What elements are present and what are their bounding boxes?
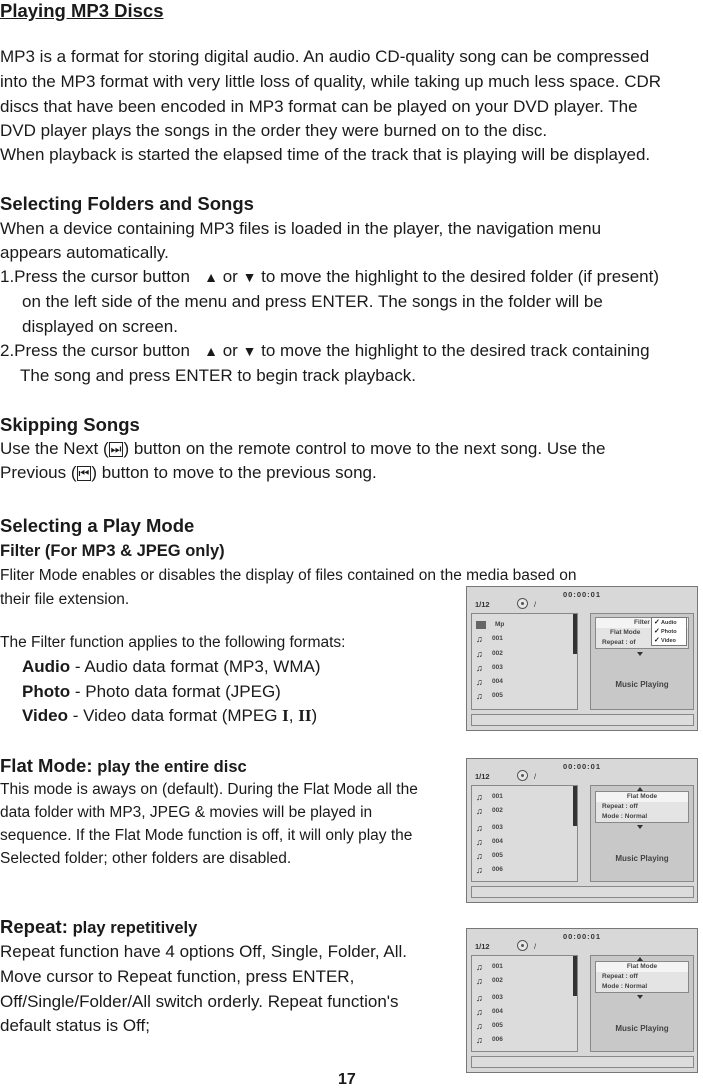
flat-line-1: This mode is aways on (default). During the Flat Mode all the [0, 781, 418, 798]
folders-step-1-cont-1: on the left side of the menu and press ENTER. The songs in the folder will be [22, 292, 603, 311]
list-item[interactable]: ♫ 004 [476, 1006, 503, 1017]
music-note-icon: ♫ [476, 805, 483, 816]
music-note-icon: ♫ [476, 992, 483, 1003]
status-label: Music Playing [615, 680, 669, 689]
filter-options [651, 617, 687, 646]
settings-menu [595, 961, 689, 993]
up-arrow-icon: ▲ [204, 343, 218, 359]
info-bar [471, 886, 694, 898]
audio-text: - Audio data format (MP3, WMA) [70, 657, 321, 676]
scrollbar[interactable] [573, 786, 577, 826]
music-note-icon: ♫ [476, 648, 483, 659]
music-note-icon: ♫ [476, 850, 483, 861]
chevron-down-icon[interactable] [637, 825, 643, 829]
photo-label: Photo [22, 682, 71, 701]
video-text: - Video data format (MPEG [67, 706, 283, 725]
skip-line-2 [0, 462, 377, 484]
list-item[interactable]: ♫ 003 [476, 662, 503, 673]
scrollbar[interactable] [573, 614, 577, 654]
settings-panel [590, 955, 694, 1052]
list-item[interactable]: ♫ 003 [476, 822, 503, 833]
option-photo[interactable]: ✓Photo [654, 628, 677, 635]
repeat-line-1: Repeat function have 4 options Off, Single, Folder, All. [0, 942, 407, 961]
repeat-screen [466, 928, 698, 1073]
checkmark-icon: ✓ [654, 628, 660, 635]
menu-item-repeat[interactable]: Repeat : off [602, 973, 638, 980]
music-note-icon: ♫ [476, 975, 483, 986]
option-video[interactable]: ✓Video [654, 637, 676, 644]
menu-item-mode[interactable]: Mode : Normal [602, 813, 648, 820]
menu-item-flat-mode[interactable]: Flat Mode [610, 629, 641, 636]
skip-line-2-a: Previous ( [0, 463, 77, 482]
step1-text-b: to move the highlight to the desired folder (if present) [261, 267, 659, 286]
list-item[interactable]: ♫ 006 [476, 1034, 503, 1045]
list-item[interactable]: ♫ 001 [476, 791, 503, 802]
step2-text-b: to move the highlight to the desired track containing [261, 341, 650, 360]
intro-line-1: MP3 is a format for storing digital audio. An audio CD-quality song can be compressed [0, 47, 650, 66]
up-arrow-icon: ▲ [204, 269, 218, 285]
repeat-heading: Repeat: [0, 916, 68, 937]
elapsed-time: 00:00:01 [562, 762, 602, 771]
menu-item-mode[interactable]: Mode : Normal [602, 983, 648, 990]
file-list [471, 613, 578, 710]
list-item[interactable]: Mp [476, 618, 504, 631]
intro-line-2: into the MP3 format with very little loss of quality, while taking up much less space. CDR [0, 72, 662, 91]
filter-heading: Filter (For MP3 & JPEG only) [0, 542, 225, 560]
checkmark-icon: ✓ [654, 637, 660, 644]
music-note-icon: ♫ [476, 836, 483, 847]
info-bar [471, 714, 694, 726]
video-sep: , [288, 706, 294, 725]
roman-two: II [298, 706, 312, 725]
track-counter: 1/12 [475, 942, 490, 951]
step2-or: or [222, 341, 238, 360]
repeat-subheading: play repetitively [72, 919, 198, 937]
list-item[interactable]: ♫ 004 [476, 836, 503, 847]
folders-step-2 [0, 340, 650, 362]
track-counter: 1/12 [475, 600, 490, 609]
folders-heading: Selecting Folders and Songs [0, 193, 254, 214]
skip-line-1-b: ) button on the remote control to move to the next song. Use the [123, 439, 606, 458]
roman-one: I [282, 706, 289, 725]
settings-panel [590, 785, 694, 882]
music-note-icon: ♫ [476, 791, 483, 802]
skip-line-2-b: ) button to move to the previous song. [91, 463, 377, 482]
folders-step-1 [0, 266, 659, 288]
repeat-heading-row [0, 916, 197, 939]
music-note-icon: ♫ [476, 690, 483, 701]
down-arrow-icon: ▼ [242, 343, 257, 359]
flat-heading: Flat Mode: [0, 755, 93, 776]
disc-icon [517, 940, 528, 951]
filter-photo [22, 681, 281, 703]
repeat-line-3: Off/Single/Folder/All switch orderly. Repeat function's [0, 992, 399, 1011]
music-note-icon: ♫ [476, 961, 483, 972]
folders-step-1-cont-2: displayed on screen. [22, 317, 178, 336]
intro-line-3: discs that have been encoded in MP3 format can be played on your DVD player. The [0, 97, 638, 116]
path-separator: / [534, 772, 537, 781]
info-bar [471, 1056, 694, 1068]
menu-item-repeat[interactable]: Repeat : off [602, 803, 638, 810]
down-arrow-icon: ▼ [242, 269, 257, 285]
filter-screen [466, 586, 698, 731]
video-end: ) [311, 706, 318, 725]
flat-heading-row [0, 755, 247, 778]
elapsed-time: 00:00:01 [562, 590, 602, 599]
folder-icon [476, 621, 486, 629]
music-note-icon: ♫ [476, 1006, 483, 1017]
list-item[interactable]: ♫ 002 [476, 648, 503, 659]
step2-text-a: 2.Press the cursor button [0, 341, 190, 360]
list-item[interactable]: ♫ 003 [476, 992, 503, 1003]
music-note-icon: ♫ [476, 1020, 483, 1031]
filter-line-2: their file extension. [0, 591, 130, 608]
filter-audio [22, 656, 321, 678]
repeat-line-4: default status is Off; [0, 1016, 150, 1035]
folders-step-2-cont: The song and press ENTER to begin track playback. [20, 366, 416, 385]
skip-line-1 [0, 438, 605, 460]
page-title: Playing MP3 Discs [0, 0, 164, 21]
chevron-down-icon[interactable] [637, 995, 643, 999]
photo-text: - Photo data format (JPEG) [70, 682, 281, 701]
disc-icon [517, 770, 528, 781]
folders-para-2: appears automatically. [0, 243, 169, 262]
status-label: Music Playing [615, 854, 669, 863]
step1-text-a: 1.Press the cursor button [0, 267, 190, 286]
skip-line-1-a: Use the Next ( [0, 439, 109, 458]
menu-item-filter[interactable]: Filter [596, 618, 688, 628]
skip-heading: Skipping Songs [0, 414, 140, 435]
repeat-line-2: Move cursor to Repeat function, press ENTER, [0, 967, 355, 986]
next-track-icon: ⏭ [110, 442, 122, 456]
music-note-icon: ♫ [476, 662, 483, 673]
music-note-icon: ♫ [476, 676, 483, 687]
path-separator: / [534, 600, 537, 609]
list-item[interactable]: ♫ 001 [476, 633, 503, 644]
elapsed-time: 00:00:01 [562, 932, 602, 941]
list-item[interactable]: ♫ 001 [476, 961, 503, 972]
list-item[interactable]: ♫ 005 [476, 1020, 503, 1031]
intro-line-5: When playback is started the elapsed time of the track that is playing will be displayed. [0, 145, 651, 164]
list-item[interactable]: ♫ 002 [476, 805, 503, 816]
flat-line-2: data folder with MP3, JPEG & movies will be played in [0, 804, 373, 821]
intro-line-4: DVD player plays the songs in the order they were burned on to the disc. [0, 121, 548, 140]
chevron-down-icon[interactable] [637, 652, 643, 656]
flat-line-4: Selected folder; other folders are disabled. [0, 850, 292, 867]
disc-icon [517, 598, 528, 609]
menu-item-repeat[interactable]: Repeat : of [602, 639, 636, 646]
music-note-icon: ♫ [476, 1034, 483, 1045]
step1-or: or [222, 267, 238, 286]
file-list [471, 955, 578, 1052]
list-item[interactable]: ♫ 002 [476, 975, 503, 986]
menu-item-flat-mode[interactable]: Flat Mode [596, 792, 688, 802]
settings-menu [595, 791, 689, 823]
path-separator: / [534, 942, 537, 951]
list-item[interactable]: ♫ 005 [476, 850, 503, 861]
checkmark-icon: ✓ [654, 619, 660, 626]
video-label: Video [22, 706, 68, 725]
flat-mode-screen [466, 758, 698, 903]
file-list [471, 785, 578, 882]
music-note-icon: ♫ [476, 864, 483, 875]
music-note-icon: ♫ [476, 633, 483, 644]
flat-line-3: sequence. If the Flat Mode function is off, it will only play the [0, 827, 413, 844]
track-counter: 1/12 [475, 772, 490, 781]
playmode-heading: Selecting a Play Mode [0, 515, 195, 536]
list-item[interactable]: ♫ 005 [476, 690, 503, 701]
audio-label: Audio [22, 657, 71, 676]
menu-item-flat-mode[interactable]: Flat Mode [596, 962, 688, 972]
flat-subheading: play the entire disc [97, 758, 247, 776]
filter-line-1: Fliter Mode enables or disables the display of files contained on the media based on [0, 567, 577, 584]
folders-para-1: When a device containing MP3 files is loaded in the player, the navigation menu [0, 219, 602, 238]
previous-track-icon: ⏮ [78, 466, 90, 480]
filter-line-3: The Filter function applies to the following formats: [0, 634, 346, 651]
list-item[interactable]: ♫ 004 [476, 676, 503, 687]
option-audio[interactable]: ✓Audio [654, 619, 677, 626]
list-item[interactable]: ♫ 006 [476, 864, 503, 875]
page-number: 17 [338, 1071, 356, 1088]
filter-video [22, 705, 317, 727]
settings-panel [590, 613, 694, 710]
music-note-icon: ♫ [476, 822, 483, 833]
scrollbar[interactable] [573, 956, 577, 996]
status-label: Music Playing [615, 1024, 669, 1033]
